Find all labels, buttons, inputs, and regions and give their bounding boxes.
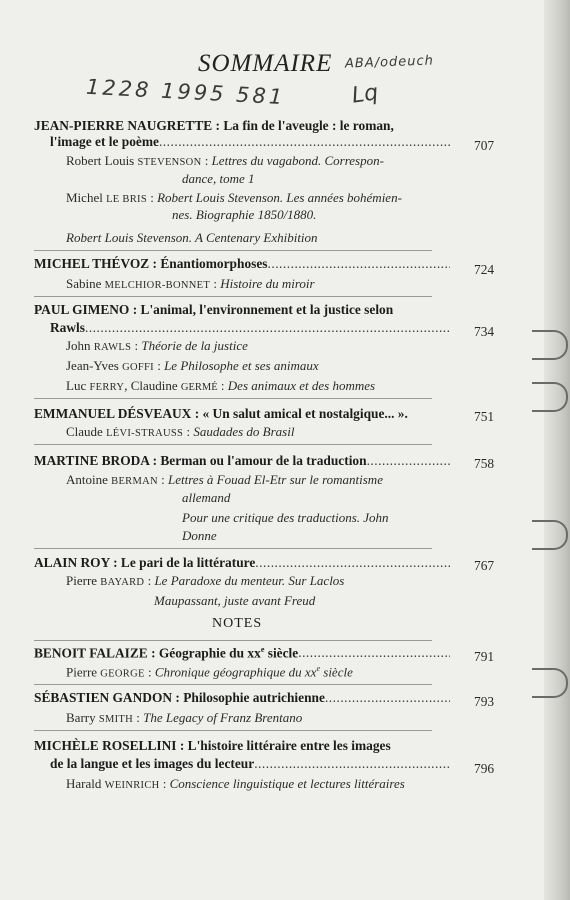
reference-continued — [172, 207, 316, 223]
article-heading-continued — [50, 756, 450, 772]
reference-continued — [154, 593, 315, 609]
article-author: SÉBASTIEN GANDON — [34, 690, 173, 705]
divider — [34, 296, 432, 297]
divider — [34, 444, 432, 445]
article-title: : Énantiomorphoses — [149, 256, 268, 271]
ref-author-first: Luc — [66, 378, 90, 393]
notes-heading: NOTES — [212, 616, 263, 631]
ref-separator: : — [153, 358, 165, 373]
article-title: : Philosophie autrichienne — [172, 690, 325, 705]
article-title: l'image et le poème — [50, 134, 159, 149]
handwritten-mark: Lq — [350, 80, 380, 109]
dot-leader — [255, 555, 450, 571]
ref-author-last: LE BRIS — [106, 194, 147, 205]
article-title: de la langue et les images du lecteur — [50, 756, 255, 771]
ref-author-last: MELCHIOR-BONNET — [104, 280, 211, 291]
article-title: : La fin de l'aveugle : le roman, — [212, 118, 394, 133]
article-heading — [34, 645, 450, 661]
article-title: Rawls — [50, 320, 85, 335]
article-title: : Le pari de la littérature — [109, 555, 256, 570]
dot-leader — [298, 645, 450, 661]
reference — [66, 358, 319, 374]
ref-separator: : — [144, 664, 155, 680]
page-number: 734 — [474, 324, 495, 339]
article-heading — [34, 302, 393, 318]
reference — [66, 472, 383, 488]
article-author: ALAIN ROY — [34, 555, 110, 570]
ref-author-first: Harald — [66, 776, 105, 791]
divider — [34, 684, 432, 685]
ref-author-first: Robert Louis — [66, 153, 138, 168]
ref-author-first: Jean-Yves — [66, 358, 123, 373]
ref-separator: : — [201, 153, 212, 168]
article-heading — [34, 738, 391, 754]
reference — [66, 338, 248, 354]
ref-separator: , Claudine — [124, 378, 181, 393]
article-author: PAUL GIMENO — [34, 302, 130, 317]
article-title: : Berman ou l'amour de la traduction — [149, 453, 367, 468]
article-heading — [34, 453, 450, 469]
page-number: 791 — [474, 649, 495, 664]
ref-author-first: Pierre — [66, 573, 101, 588]
divider — [34, 640, 432, 641]
page-number: 758 — [474, 456, 495, 471]
ref-author-last: GERMÉ — [180, 382, 218, 393]
page-number: 724 — [474, 262, 495, 277]
article-heading — [34, 256, 450, 272]
ref-author-last: GEORGE — [100, 668, 145, 680]
ref-work: Chronique géographique du xx — [154, 664, 317, 680]
ref-work: The Legacy of Franz Brentano — [143, 710, 303, 725]
ref-author-last: SMITH — [98, 714, 134, 725]
ref-work: Des animaux et des hommes — [227, 378, 376, 393]
ref-separator: : — [133, 710, 144, 725]
article-title-tail: siècle — [264, 645, 299, 661]
reference-continued — [182, 528, 217, 544]
ref-separator: : — [131, 338, 142, 353]
ref-author-last: FERRY — [89, 382, 125, 393]
reference — [66, 710, 302, 726]
superscript: e — [260, 645, 265, 654]
ref-separator: : — [144, 573, 155, 588]
ref-author-last: BAYARD — [100, 577, 145, 588]
article-title: : L'animal, l'environnement et la justice selon — [129, 302, 394, 317]
article-heading — [34, 555, 450, 571]
ref-work: Conscience linguistique et lectures littéraires — [169, 776, 405, 791]
ref-author-first: Sabine — [66, 276, 105, 291]
ref-author-first: Barry — [66, 710, 99, 725]
handwritten-numbers: 1228 1995 581 — [85, 74, 286, 110]
reference-continued — [182, 171, 255, 187]
article-author: JEAN-PIERRE NAUGRETTE — [34, 118, 213, 133]
reference-continued — [182, 510, 389, 526]
dot-leader — [159, 134, 450, 150]
ref-work-tail: siècle — [320, 664, 353, 680]
ref-separator: : — [157, 472, 168, 487]
article-author: BENOIT FALAIZE — [34, 645, 148, 661]
page-number: 707 — [474, 138, 495, 153]
ref-separator: : — [183, 424, 194, 439]
ref-author-last: WEINRICH — [104, 780, 160, 791]
article-author: MARTINE BRODA — [34, 453, 150, 468]
ref-author-last: STEVENSON — [137, 157, 202, 168]
ref-separator: : — [217, 378, 228, 393]
ref-work: Le Paradoxe du menteur. Sur Laclos — [154, 573, 345, 588]
ref-separator: : — [159, 776, 170, 791]
ref-work: dance, tome 1 — [182, 171, 255, 186]
divider — [34, 250, 432, 251]
divider — [34, 398, 432, 399]
ref-author-last: GOFFI — [122, 362, 154, 373]
reference — [66, 276, 315, 292]
ref-author-last: BERMAN — [111, 476, 158, 487]
ref-work: Pour une critique des traductions. John — [182, 510, 389, 525]
ref-work: Le Philosophe et ses animaux — [164, 358, 319, 373]
ref-work: Robert Louis Stevenson. A Centenary Exhibition — [66, 230, 318, 245]
article-heading-continued — [50, 134, 450, 150]
reference — [66, 664, 353, 680]
ref-work: Maupassant, juste avant Freud — [154, 593, 316, 608]
article-author: MICHEL THÉVOZ — [34, 256, 150, 271]
ref-author-first: Pierre — [66, 664, 101, 680]
reference — [66, 424, 294, 440]
ref-author-first: Claude — [66, 424, 107, 439]
reference — [66, 573, 344, 589]
article-title: : Géographie du xx — [147, 645, 261, 661]
ref-work: Robert Louis Stevenson. Les années bohémien- — [157, 190, 402, 205]
divider — [34, 730, 432, 731]
article-title: : « Un salut amical et nostalgique... ». — [191, 406, 408, 421]
page-number: 751 — [474, 409, 495, 424]
dot-leader — [254, 756, 450, 772]
ref-work: Théorie de la justice — [141, 338, 248, 353]
reference — [66, 776, 405, 792]
dot-leader — [268, 256, 450, 272]
ref-work: nes. Biographie 1850/1880. — [172, 207, 317, 222]
ref-work: allemand — [182, 490, 231, 505]
article-heading — [34, 118, 394, 134]
ref-author-last: LÉVI-STRAUSS — [106, 428, 184, 439]
superscript: e — [316, 664, 321, 673]
ref-author-first: Michel — [66, 190, 107, 205]
ref-author-first: John — [66, 338, 94, 353]
dot-leader — [367, 453, 450, 469]
article-title: : L'histoire littéraire entre les images — [176, 738, 391, 753]
ref-separator: : — [146, 190, 158, 205]
reference-continued — [182, 490, 230, 506]
ref-work: Lettres du vagabond. Correspon- — [211, 153, 384, 168]
page-number: 793 — [474, 694, 495, 709]
reference — [66, 378, 375, 394]
page-title: SOMMAIRE — [198, 50, 333, 77]
reference — [66, 153, 384, 169]
handwritten-annotation: ABA/odeuch — [344, 53, 435, 72]
article-heading — [34, 690, 450, 706]
dot-leader — [85, 320, 450, 336]
dot-leader — [325, 690, 450, 706]
article-author: MICHÈLE ROSELLINI — [34, 738, 177, 753]
ref-author-last: RAWLS — [93, 342, 132, 353]
article-heading-continued — [50, 320, 450, 336]
page-number: 796 — [474, 761, 495, 776]
page-number: 767 — [474, 558, 495, 573]
ref-work: Lettres à Fouad El-Etr sur le romantisme — [168, 472, 383, 487]
article-author: EMMANUEL DÉSVEAUX — [34, 406, 192, 421]
divider — [34, 548, 432, 549]
ref-work: Donne — [182, 528, 217, 543]
article-heading — [34, 406, 408, 422]
ref-work: Histoire du miroir — [220, 276, 315, 291]
ref-separator: : — [210, 276, 221, 291]
reference-continued — [66, 230, 318, 246]
ref-author-first: Antoine — [66, 472, 112, 487]
reference — [66, 190, 402, 206]
ref-work: Saudades do Brasil — [193, 424, 295, 439]
